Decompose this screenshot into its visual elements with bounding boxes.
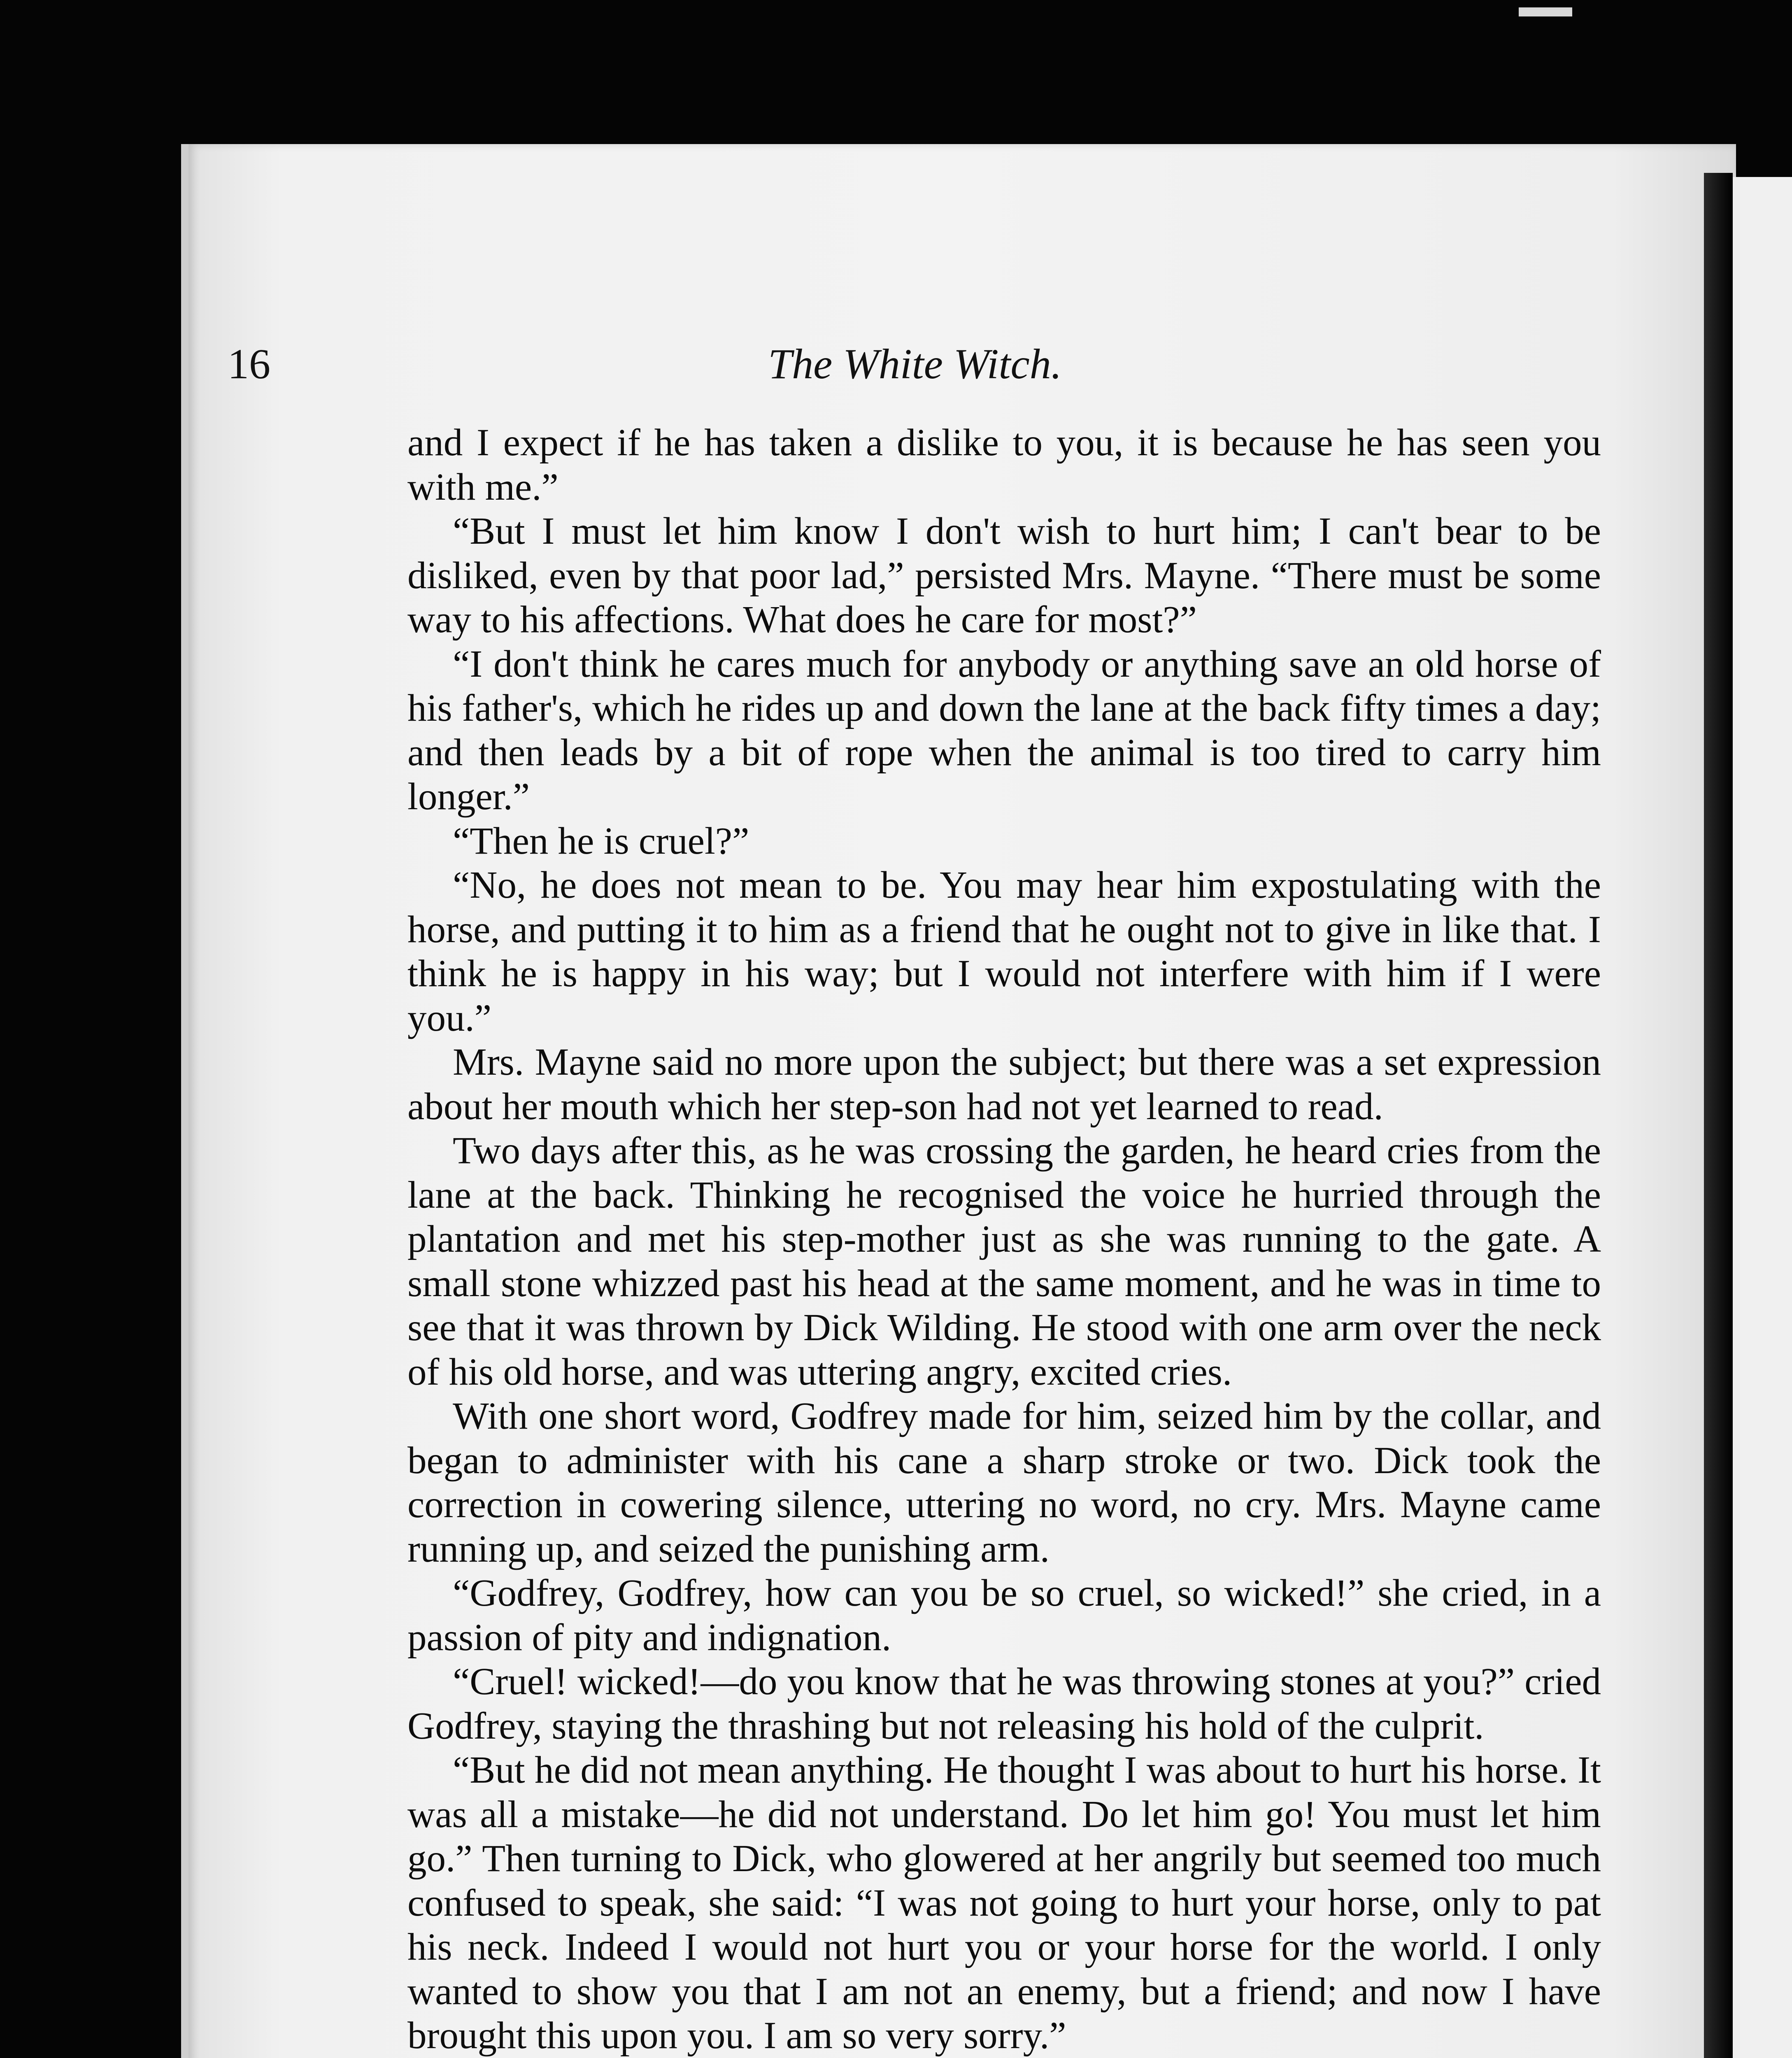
page-header (228, 340, 1602, 401)
paragraph: “But I must let him know I don't wish to hurt him; I can't bear to be disliked, even by that poor lad,” persisted Mrs. Mayne. “There must be some way to his affections. What does he care for most?” (407, 510, 1601, 641)
paragraph: and I expect if he has taken a dislike to you, it is because he has seen you with me.” (407, 421, 1601, 508)
paragraph: “No, he does not mean to be. You may hear him expostulating with the horse, and putting it to him as a friend that he ought not to give in like that. I think he is happy in his way; but I would not interfere with him if I were you.” (407, 864, 1601, 1039)
page-stack-edge (1519, 7, 1572, 16)
page-number: 16 (228, 340, 270, 388)
paragraph: “Then he is cruel?” (453, 819, 749, 862)
paragraph: “I don't think he cares much for anybody or anything save an old horse of his father's, which he rides up and down the lane at the back fifty times a day; and then leads by a bit of rope when the animal is too tired to carry him longer.” (407, 643, 1601, 818)
paragraph: Mrs. Mayne said no more upon the subject; but there was a set expression about her mouth which her step-son had not yet learned to read. (407, 1041, 1601, 1128)
paragraph: “Godfrey, Godfrey, how can you be so cruel, so wicked!” she cried, in a passion of pity and indignation. (407, 1572, 1601, 1659)
adjacent-page-edge (1733, 177, 1792, 2058)
body-text (407, 421, 1601, 2058)
adjacent-page-text (1733, 177, 1792, 2058)
gutter-shadow (1704, 173, 1733, 2058)
paragraph: “But he did not mean anything. He thought I was about to hurt his horse. It was all a mistake—he did not understand. Do let him go! You must let him go.” Then turning to Dick, who glowered at her angrily but seemed too much confused to speak, she said: “I was not going to hurt your horse, only to pat his neck. Indeed I would not hurt you or your horse for the world. I only wanted to show you that I am not an enemy, but a friend; and now I have brought this upon you. I am so very sorry.” (407, 1749, 1601, 2057)
paragraph: With one short word, Godfrey made for him, seized him by the collar, and began to administer with his cane a sharp stroke or two. Dick took the correction in cowering silence, uttering no word, no cry. Mrs. Mayne came running up, and seized the punishing arm. (407, 1395, 1601, 1570)
paragraph: Two days after this, as he was crossing the garden, he heard cries from the lane at the back. Thinking he recognised the voice he hurried through the plantation and met his step-mother just as she was running to the gate. A small stone whizzed past his head at the same moment, and he was in time to see that it was thrown by Dick Wilding. He stood with one arm over the neck of his old horse, and was uttering angry, excited cries. (407, 1129, 1601, 1393)
paragraph: “Cruel! wicked!—do you know that he was throwing stones at you?” cried Godfrey, staying the thrashing but not releasing his hold of the culprit. (407, 1660, 1601, 1747)
running-title: The White Witch. (768, 340, 1062, 388)
